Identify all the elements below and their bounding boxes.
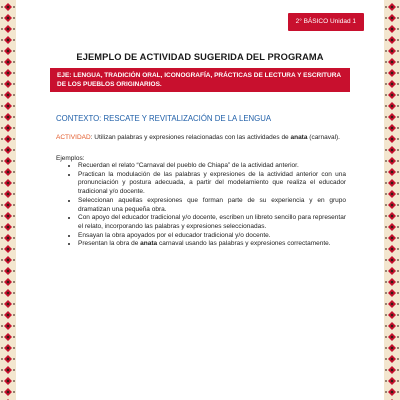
list-item-text: Con apoyo del educador tradicional y/o docente, escriben un libreto sencillo para representar el relato, incorporando las palabras y expresiones seleccionadas. bbox=[78, 214, 346, 230]
activity-text-after: (carnaval). bbox=[307, 134, 340, 141]
border-dash-left bbox=[1, 227, 3, 228]
border-dash-left bbox=[1, 304, 3, 305]
border-dash-right bbox=[13, 216, 15, 217]
border-diamond-center bbox=[391, 237, 393, 239]
list-item bbox=[78, 171, 346, 197]
border-diamond-center bbox=[391, 347, 393, 349]
border-dash-right bbox=[13, 117, 15, 118]
border-dash-right bbox=[397, 128, 399, 129]
border-diamond-center bbox=[391, 72, 393, 74]
border-dash-left bbox=[385, 73, 387, 74]
border-dash-left bbox=[1, 183, 3, 184]
border-diamond-center bbox=[391, 116, 393, 118]
border-dash-right bbox=[397, 249, 399, 250]
border-diamond-center bbox=[391, 336, 393, 338]
border-dash-right bbox=[397, 370, 399, 371]
border-dash-right bbox=[13, 359, 15, 360]
border-dash-left bbox=[1, 359, 3, 360]
border-dash-left bbox=[385, 128, 387, 129]
border-dash-right bbox=[397, 337, 399, 338]
list-item-text: Practican la modulación de las palabras y expresiones de la actividad anterior con una pronunciación y postura adecuada, a partir del modelamiento que realiza el educador tradicional y/o docente. bbox=[78, 170, 346, 196]
border-diamond-center bbox=[391, 105, 393, 107]
border-diamond-center bbox=[7, 160, 9, 162]
list-item-text-after: carnaval usando las palabras y expresiones correctamente. bbox=[157, 240, 331, 248]
border-dash-right bbox=[397, 216, 399, 217]
border-dash-left bbox=[1, 40, 3, 41]
border-diamond-center bbox=[391, 303, 393, 305]
border-dash-right bbox=[397, 73, 399, 74]
border-dash-right bbox=[397, 359, 399, 360]
border-dash-right bbox=[397, 40, 399, 41]
border-diamond-center bbox=[7, 83, 9, 85]
border-diamond-center bbox=[391, 204, 393, 206]
border-dash-left bbox=[385, 315, 387, 316]
eje-banner: EJE: LENGUA, TRADICIÓN ORAL, ICONOGRAFÍA, PRÁCTICAS DE LECTURA Y ESCRITURA DE LOS PUEBLOS ORIGINARIOS. bbox=[50, 68, 350, 92]
border-diamond-center bbox=[391, 358, 393, 360]
border-dash-left bbox=[1, 337, 3, 338]
border-dash-right bbox=[13, 326, 15, 327]
border-diamond-center bbox=[391, 17, 393, 19]
border-dash-right bbox=[13, 150, 15, 151]
border-diamond-center bbox=[391, 369, 393, 371]
activity-text-before: : Utilizan palabras y expresiones relacionadas con las actividades de bbox=[90, 134, 291, 141]
border-dash-right bbox=[397, 205, 399, 206]
border-dash-right bbox=[13, 73, 15, 74]
border-dash-right bbox=[397, 227, 399, 228]
border-dash-right bbox=[397, 348, 399, 349]
border-dash-right bbox=[397, 392, 399, 393]
border-dash-right bbox=[13, 161, 15, 162]
border-dash-left bbox=[1, 260, 3, 261]
border-dash-right bbox=[397, 315, 399, 316]
list-item-bold-word: anata bbox=[140, 240, 158, 248]
border-diamond-center bbox=[7, 226, 9, 228]
border-diamond-center bbox=[7, 171, 9, 173]
border-dash-right bbox=[397, 194, 399, 195]
border-diamond-center bbox=[7, 204, 9, 206]
border-dash-right bbox=[13, 194, 15, 195]
border-dash-left bbox=[385, 194, 387, 195]
border-diamond-center bbox=[7, 149, 9, 151]
border-dash-left bbox=[1, 106, 3, 107]
list-item bbox=[78, 240, 346, 249]
border-dash-left bbox=[385, 238, 387, 239]
border-dash-left bbox=[1, 194, 3, 195]
border-dash-right bbox=[397, 18, 399, 19]
border-diamond-center bbox=[7, 292, 9, 294]
border-diamond-center bbox=[391, 248, 393, 250]
border-dash-left bbox=[1, 271, 3, 272]
list-item-text: Recuerdan el relato “Carnaval del pueblo de Chiapa” de la actividad anterior. bbox=[78, 162, 299, 169]
border-dash-right bbox=[13, 392, 15, 393]
border-dash-left bbox=[1, 238, 3, 239]
border-diamond-center bbox=[7, 215, 9, 217]
border-diamond-center bbox=[7, 325, 9, 327]
border-dash-left bbox=[385, 227, 387, 228]
border-dash-right bbox=[397, 183, 399, 184]
border-diamond-center bbox=[7, 369, 9, 371]
border-dash-right bbox=[13, 260, 15, 261]
border-dash-right bbox=[13, 106, 15, 107]
border-diamond-center bbox=[7, 303, 9, 305]
border-dash-left bbox=[1, 84, 3, 85]
border-diamond-center bbox=[391, 281, 393, 283]
list-item bbox=[78, 232, 346, 241]
border-dash-left bbox=[385, 359, 387, 360]
border-dash-left bbox=[385, 95, 387, 96]
border-dash-left bbox=[385, 18, 387, 19]
border-dash-right bbox=[13, 40, 15, 41]
border-dash-right bbox=[13, 84, 15, 85]
border-diamond-center bbox=[7, 314, 9, 316]
border-diamond-center bbox=[7, 28, 9, 30]
border-dash-left bbox=[385, 392, 387, 393]
border-diamond-center bbox=[391, 215, 393, 217]
list-item bbox=[78, 197, 346, 214]
border-diamond-center bbox=[7, 237, 9, 239]
border-diamond-center bbox=[7, 6, 9, 8]
list-item bbox=[78, 214, 346, 231]
border-diamond-center bbox=[391, 270, 393, 272]
border-dash-right bbox=[13, 183, 15, 184]
border-diamond-center bbox=[7, 336, 9, 338]
border-dash-left bbox=[385, 370, 387, 371]
border-dash-right bbox=[13, 95, 15, 96]
border-dash-right bbox=[13, 249, 15, 250]
border-dash-left bbox=[1, 315, 3, 316]
list-item bbox=[78, 162, 346, 171]
border-diamond-center bbox=[391, 226, 393, 228]
border-dash-left bbox=[1, 95, 3, 96]
border-dash-left bbox=[1, 370, 3, 371]
border-diamond-center bbox=[391, 138, 393, 140]
border-diamond-center bbox=[391, 259, 393, 261]
border-dash-left bbox=[385, 40, 387, 41]
border-dash-left bbox=[385, 348, 387, 349]
border-dash-left bbox=[385, 337, 387, 338]
border-dash-left bbox=[385, 84, 387, 85]
border-dash-right bbox=[13, 370, 15, 371]
activity-paragraph bbox=[56, 134, 356, 141]
border-dash-left bbox=[1, 150, 3, 151]
border-dash-left bbox=[1, 161, 3, 162]
page-title: EJEMPLO DE ACTIVIDAD SUGERIDA DEL PROGRAMA bbox=[76, 52, 324, 62]
border-dash-right bbox=[397, 84, 399, 85]
border-diamond-center bbox=[7, 72, 9, 74]
border-diamond-center bbox=[391, 160, 393, 162]
border-dash-left bbox=[385, 293, 387, 294]
border-dash-left bbox=[1, 293, 3, 294]
border-dash-left bbox=[1, 139, 3, 140]
border-dash-right bbox=[397, 381, 399, 382]
border-dash-right bbox=[397, 7, 399, 8]
border-dash-right bbox=[13, 381, 15, 382]
border-dash-right bbox=[13, 282, 15, 283]
border-dash-right bbox=[13, 172, 15, 173]
border-dash-right bbox=[13, 271, 15, 272]
border-dash-left bbox=[385, 139, 387, 140]
border-dash-right bbox=[13, 18, 15, 19]
border-dash-right bbox=[13, 205, 15, 206]
border-dash-right bbox=[397, 271, 399, 272]
border-diamond-center bbox=[7, 193, 9, 195]
border-dash-right bbox=[13, 293, 15, 294]
border-dash-left bbox=[1, 7, 3, 8]
border-dash-right bbox=[397, 150, 399, 151]
border-diamond-center bbox=[391, 171, 393, 173]
border-dash-right bbox=[397, 304, 399, 305]
border-diamond-center bbox=[7, 259, 9, 261]
border-diamond-center bbox=[391, 182, 393, 184]
list-item-text-before: Presentan la obra de bbox=[78, 240, 141, 248]
activity-bold-word: anata bbox=[290, 134, 308, 141]
border-dash-left bbox=[385, 172, 387, 173]
border-dash-right bbox=[13, 29, 15, 30]
border-diamond-center bbox=[391, 28, 393, 30]
border-dash-left bbox=[1, 392, 3, 393]
border-dash-left bbox=[385, 29, 387, 30]
border-diamond-center bbox=[7, 270, 9, 272]
activity-label: ACTIVIDAD bbox=[56, 134, 91, 141]
border-dash-left bbox=[1, 117, 3, 118]
border-dash-left bbox=[1, 348, 3, 349]
border-diamond-center bbox=[391, 314, 393, 316]
border-dash-left bbox=[385, 304, 387, 305]
border-diamond-center bbox=[7, 105, 9, 107]
border-diamond-center bbox=[391, 127, 393, 129]
border-dash-right bbox=[397, 29, 399, 30]
border-dash-right bbox=[397, 161, 399, 162]
border-dash-right bbox=[13, 139, 15, 140]
border-diamond-center bbox=[7, 391, 9, 393]
border-diamond-center bbox=[391, 325, 393, 327]
border-dash-left bbox=[385, 7, 387, 8]
border-dash-left bbox=[385, 381, 387, 382]
border-diamond-center bbox=[391, 292, 393, 294]
border-dash-right bbox=[13, 304, 15, 305]
border-dash-right bbox=[397, 172, 399, 173]
border-dash-left bbox=[1, 205, 3, 206]
border-dash-left bbox=[385, 183, 387, 184]
border-dash-left bbox=[385, 260, 387, 261]
border-dash-right bbox=[397, 95, 399, 96]
border-dash-left bbox=[1, 73, 3, 74]
border-dash-left bbox=[1, 128, 3, 129]
border-diamond-center bbox=[391, 6, 393, 8]
border-diamond-center bbox=[391, 149, 393, 151]
border-dash-left bbox=[1, 216, 3, 217]
border-dash-left bbox=[1, 249, 3, 250]
border-dash-right bbox=[397, 139, 399, 140]
list-item-text: Seleccionan aquellas expresiones que forman parte de su experiencia y en grupo dramatizan una pequeña obra. bbox=[78, 196, 346, 213]
border-dash-right bbox=[397, 106, 399, 107]
border-dash-right bbox=[13, 128, 15, 129]
border-diamond-center bbox=[7, 347, 9, 349]
border-diamond-center bbox=[7, 380, 9, 382]
border-dash-left bbox=[385, 271, 387, 272]
examples-title: Ejemplos: bbox=[56, 155, 85, 162]
border-diamond-center bbox=[7, 127, 9, 129]
border-dash-right bbox=[13, 238, 15, 239]
border-dash-right bbox=[397, 326, 399, 327]
border-dash-left bbox=[1, 326, 3, 327]
border-dash-left bbox=[385, 150, 387, 151]
border-dash-left bbox=[1, 29, 3, 30]
border-dash-right bbox=[397, 282, 399, 283]
border-dash-left bbox=[385, 249, 387, 250]
border-dash-right bbox=[13, 348, 15, 349]
border-diamond-center bbox=[7, 39, 9, 41]
border-diamond-center bbox=[391, 193, 393, 195]
border-diamond-center bbox=[391, 94, 393, 96]
border-dash-left bbox=[385, 106, 387, 107]
border-dash-left bbox=[1, 381, 3, 382]
border-diamond-center bbox=[391, 39, 393, 41]
border-dash-right bbox=[13, 7, 15, 8]
border-diamond-center bbox=[7, 94, 9, 96]
border-dash-right bbox=[397, 238, 399, 239]
border-diamond-center bbox=[391, 391, 393, 393]
border-diamond-center bbox=[7, 17, 9, 19]
context-heading: CONTEXTO: RESCATE Y REVITALIZACIÓN DE LA LENGUA bbox=[56, 114, 272, 123]
border-dash-right bbox=[13, 315, 15, 316]
border-dash-left bbox=[385, 326, 387, 327]
border-diamond-center bbox=[7, 116, 9, 118]
border-dash-right bbox=[397, 293, 399, 294]
border-diamond-center bbox=[391, 83, 393, 85]
border-diamond-center bbox=[7, 248, 9, 250]
border-diamond-center bbox=[7, 138, 9, 140]
border-dash-left bbox=[385, 117, 387, 118]
border-dash-right bbox=[13, 227, 15, 228]
list-item-text: Ensayan la obra apoyados por el educador tradicional y/o docente. bbox=[78, 231, 271, 239]
examples-list bbox=[68, 162, 346, 249]
border-dash-left bbox=[385, 161, 387, 162]
grade-unit-badge: 2° BÁSICO Unidad 1 bbox=[288, 13, 364, 31]
border-dash-left bbox=[385, 282, 387, 283]
border-dash-right bbox=[13, 337, 15, 338]
border-dash-right bbox=[397, 117, 399, 118]
border-diamond-center bbox=[391, 380, 393, 382]
border-dash-left bbox=[1, 172, 3, 173]
border-dash-left bbox=[1, 282, 3, 283]
border-dash-left bbox=[385, 205, 387, 206]
border-dash-right bbox=[397, 260, 399, 261]
border-diamond-center bbox=[7, 358, 9, 360]
border-diamond-center bbox=[7, 182, 9, 184]
border-diamond-center bbox=[7, 281, 9, 283]
border-dash-left bbox=[1, 18, 3, 19]
border-dash-left bbox=[385, 216, 387, 217]
